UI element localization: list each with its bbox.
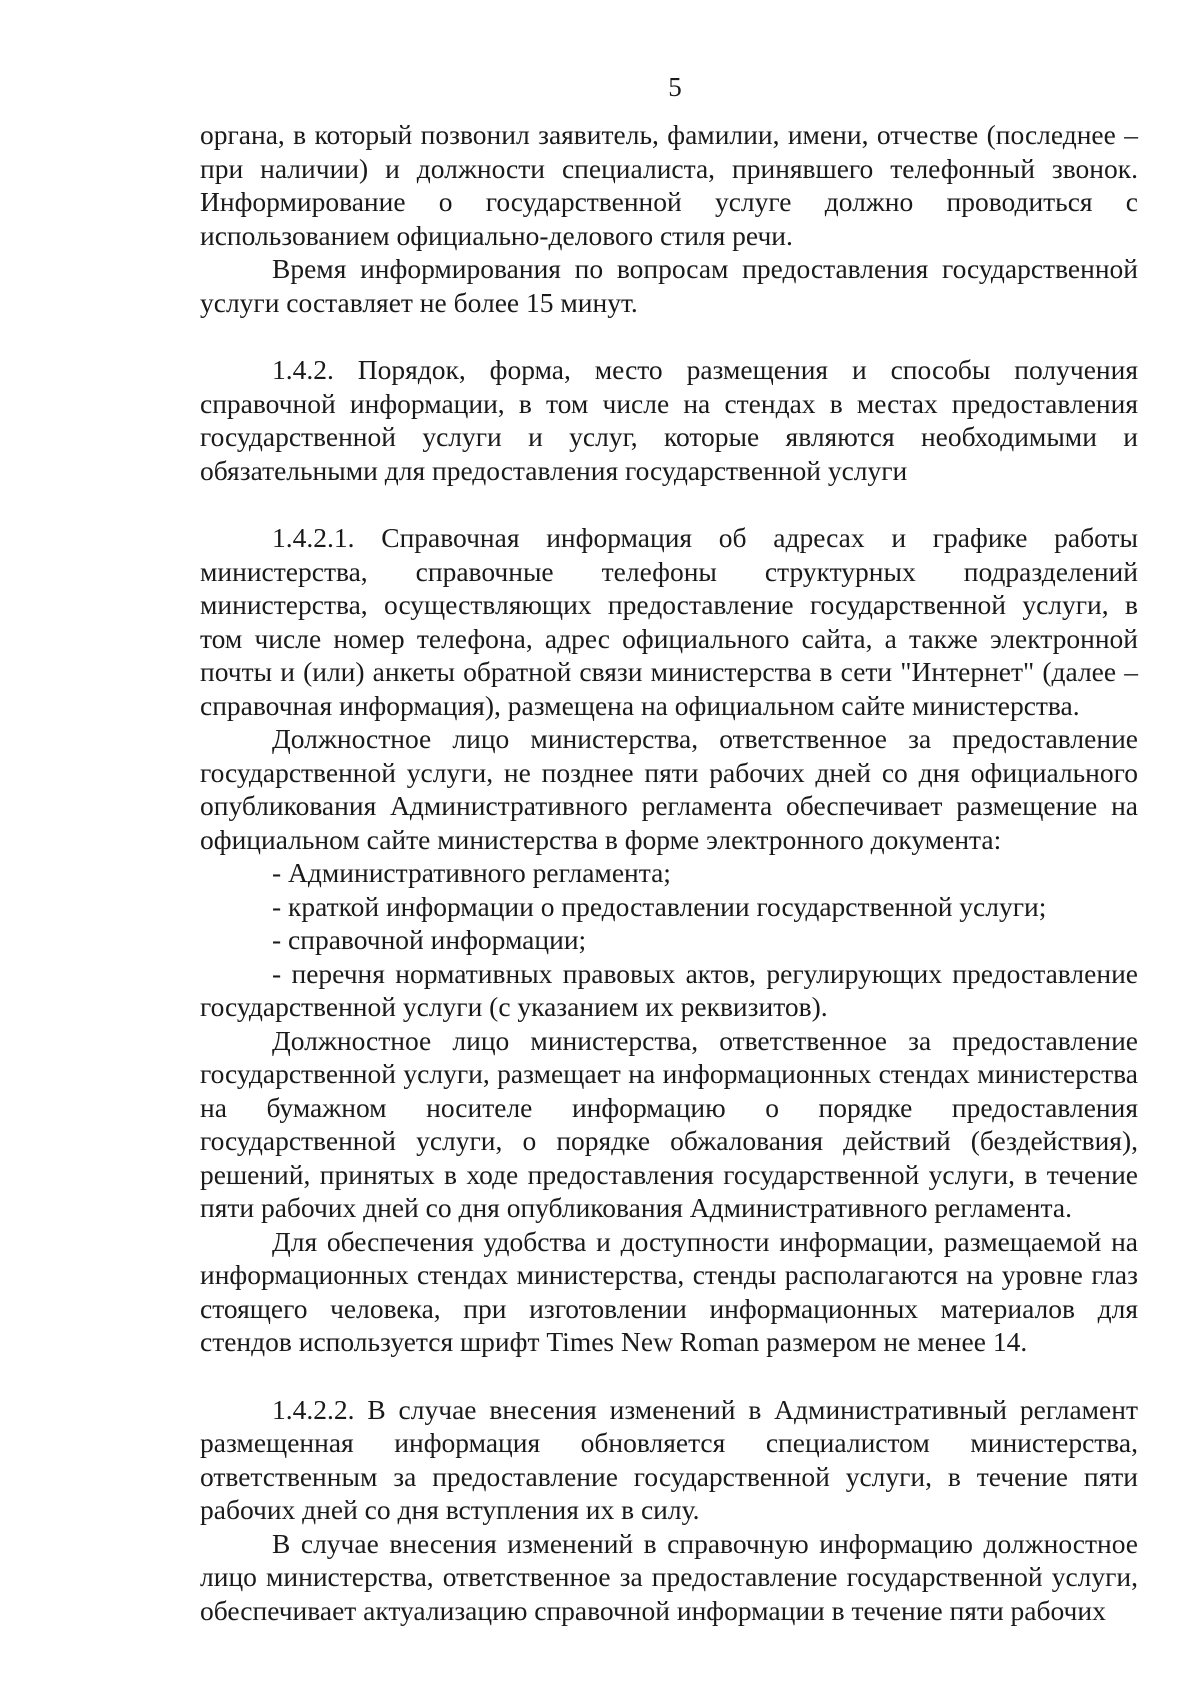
paragraph: Должностное лицо министерства, ответственное за предоставление государственной услуги, размещает на информационных стендах министерства на бумажном носителе информацию о порядке предоставления государственной услуги, о порядке обжалования действий (бездействия), решений, принятых в ходе предоставления государственной услуги, в течение пяти рабочих дней со дня опубликования Административного регламента. [200,1024,1138,1223]
paragraph-gap [200,487,1138,521]
paragraph: 1.4.2.1. Справочная информация об адресах и графике работы министерства, справочные телефоны структурных подразделений министерства, осуществляющих предоставление государственной услуги, в том числе номер телефона, адрес официального сайта, а также электронной почты и (или) анкеты обратной связи министерства в сети "Интернет" (далее – справочная информация), размещена на официальном сайте министерства. [200,522,1138,721]
paragraph-gap [200,319,1138,353]
document-body [200,118,1138,1627]
list-item: - справочной информации; [272,924,587,955]
paragraph: Время информирования по вопросам предоставления государственной услуги составляет не более 15 минут. [200,253,1138,318]
paragraph: В случае внесения изменений в справочную информацию должностное лицо министерства, ответственное за предоставление государственной услуги, обеспечивает актуализацию справочной информации в течение пяти рабочих [200,1527,1138,1626]
paragraph-gap [200,1359,1138,1393]
paragraph: органа, в который позвонил заявитель, фамилии, имени, отчестве (последнее – при наличии) и должности специалиста, принявшего телефонный звонок. Информирование о государственной услуге должно проводиться с использованием официально-делового стиля речи. [200,119,1138,251]
paragraph: Должностное лицо министерства, ответственное за предоставление государственной услуги, не позднее пяти рабочих дней со дня официального опубликования Административного регламента обеспечивает размещение на официальном сайте министерства в форме электронного документа: [200,723,1138,855]
paragraph: 1.4.2.2. В случае внесения изменений в Административный регламент размещенная информация обновляется специалистом министерства, ответственным за предоставление государственной услуги, в течение пяти рабочих дней со дня вступления их в силу. [200,1393,1138,1525]
list-item: - Административного регламента; [272,857,671,888]
page-number: 5 [668,72,682,102]
list-item: - перечня нормативных правовых актов, регулирующих предоставление государственной услуги (с указанием их реквизитов). [200,957,1138,1022]
paragraph: Для обеспечения удобства и доступности информации, размещаемой на информационных стендах министерства, стенды располагаются на уровне глаз стоящего человека, при изготовлении информационных материалов для стендов используется шрифт Times New Roman размером не менее 14. [200,1225,1138,1357]
section-heading-1-4-2: 1.4.2. Порядок, форма, место размещения и способы получения справочной информации, в том числе на стендах в местах предоставления государственной услуги и услуг, которые являются необходимыми и обязательными для предоставления государственной услуги [200,354,1138,486]
list-item: - краткой информации о предоставлении государственной услуги; [272,890,1047,922]
